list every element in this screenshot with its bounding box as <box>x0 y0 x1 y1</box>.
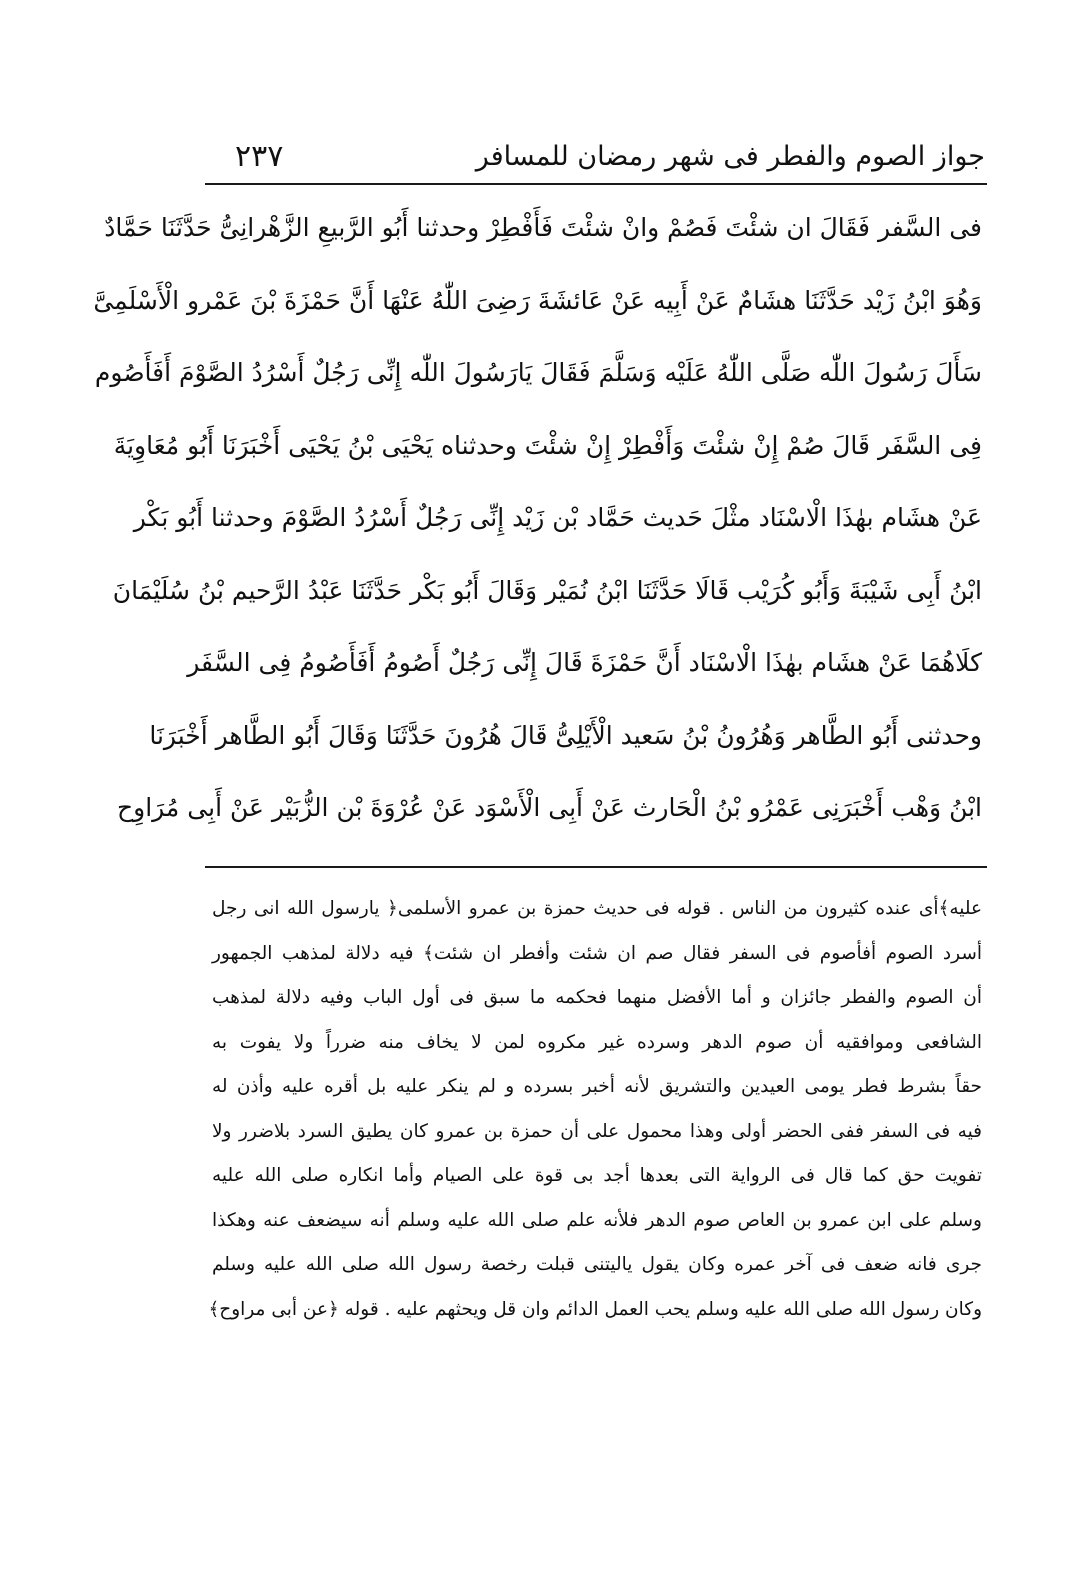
commentary-line: أسرد الصوم أفأصوم فى السفر فقال صم ان شئت وأفطر ان شئت﴾ فيه دلالة لمذهب الجمهور <box>212 942 982 964</box>
commentary-line: أن الصوم والفطر جائزان و أما الأفضل منهما فحكمه ما سبق فى أول الباب وفيه دلالة لمذهب <box>212 987 982 1008</box>
hadith-line: وَهُوَ ابْنُ زَيْد حَدَّثَنَا هشَامٌ عَنْ أَبِيه عَنْ عَائشَةَ رَضِىَ اللّٰهُ عَنْهَا أَنَّ حَمْزَةَ بْنَ عَمْرو الْأَسْلَمِىَّ <box>93 285 982 315</box>
hadith-line: ابْنُ أَبِى شَيْبَةَ وَأَبُو كُرَيْب قَالَا حَدَّثَنَا ابْنُ نُمَيْر وَقَالَ أَبُو بَكْر حَدَّثَنَا عَبْدُ الرَّحيم بْنُ سُلَيْمَانَ <box>112 575 982 605</box>
commentary-line: حقاً بشرط فطر يومى العيدين والتشريق لأنه أخبر بسرده و لم ينكر عليه بل أقره عليه وأذن له <box>212 1076 982 1097</box>
header-rule <box>205 183 987 185</box>
running-title: جواز الصوم والفطر فى شهر رمضان للمسافر <box>475 141 985 172</box>
commentary-line: فيه فى السفر ففى الحضر أولى وهذا محمول على أن حمزة بن عمرو كان يطيق السرد بلاضرر ولا <box>212 1120 982 1142</box>
commentary-text <box>208 887 982 1332</box>
hadith-line: فى السَّفر فَقَالَ ان شئْتَ فَصُمْ وانْ شئْتَ فَأَفْطِرْ وحدثنا أَبُو الرَّبيعِ الزَّهْرانِىُّ حَدَّثَنَا حَمَّادٌ <box>104 213 982 242</box>
commentary-line: الشافعى وموافقيه أن صوم الدهر وسرده غير مكروه لمن لا يخاف منه ضرراً ولا يفوت به <box>212 1031 982 1053</box>
page-header <box>205 133 985 181</box>
commentary-line: وسلم على ابن عمرو بن العاص صوم الدهر فلأنه علم صلى الله عليه وسلم أنه سيضعف عنه وهكذا <box>212 1209 982 1231</box>
hadith-line: عَنْ هشَام بهٰذَا الْاسْنَاد مثْلَ حَديث حَمَّاد بْن زَيْد إِنِّى رَجُلٌ أَسْرُدُ الصَّوْمَ وحدثنا أَبُو بَكْر <box>133 503 982 532</box>
commentary-line: وكان رسول الله صلى الله عليه وسلم يحب العمل الدائم وان قل ويحثهم عليه . قوله ﴿عن أبى مراوح﴾ <box>208 1298 982 1320</box>
hadith-line: سَأَلَ رَسُولَ اللّٰه صَلَّى اللّٰهُ عَلَيْه وَسَلَّمَ فَقَالَ يَارَسُولَ اللّٰه إِنِّى رَجُلٌ أَسْرُدُ الصَّوْمَ أَفَأَصُوم <box>94 358 982 387</box>
hadith-text <box>93 192 982 845</box>
commentary-line: جرى فانه ضعف فى آخر عمره وكان يقول ياليتنى قبلت رخصة رسول الله صلى الله عليه وسلم <box>212 1254 982 1275</box>
page-number: ٢٣٧ <box>235 139 284 174</box>
commentary-divider <box>205 866 987 868</box>
commentary-line: تفويت حق كما قال فى الرواية التى بعدها أجد بى قوة على الصيام وأما انكاره صلى الله عليه <box>212 1165 982 1186</box>
commentary-line: عليه﴾أى عنده كثيرون من الناس . قوله فى حديث حمزة بن عمرو الأسلمى﴿ يارسول الله انى رجل <box>212 898 982 919</box>
hadith-line: فِى السَّفَر قَالَ صُمْ إِنْ شئْتَ وَأَفْطِرْ إِنْ شئْتَ وحدثناه يَحْيَى بْنُ يَحْيَى أَخْبَرَنَا أَبُو مُعَاوِيَةَ <box>113 430 982 460</box>
hadith-line: ابْنُ وَهْب أَخْبَرَنِى عَمْرُو بْنُ الْحَارث عَنْ أَبِى الْأَسْوَد عَنْ عُرْوَةَ بْن الزُّبَيْر عَنْ أَبِى مُرَاوِح <box>116 793 982 822</box>
hadith-line: كلَاهُمَا عَنْ هشَام بهٰذَا الْاسْنَاد أَنَّ حَمْزَةَ قَالَ إِنِّى رَجُلٌ أَصُومُ أَفَأَصُومُ فِى السَّفَر <box>187 648 982 677</box>
hadith-line: وحدثنى أَبُو الطَّاهر وَهُرُونُ بْنُ سَعيد الْأَيْلِىُّ قَالَ هُرُونَ حَدَّثَنَا وَقَالَ أَبُو الطَّاهر أَخْبَرَنَا <box>149 720 982 750</box>
